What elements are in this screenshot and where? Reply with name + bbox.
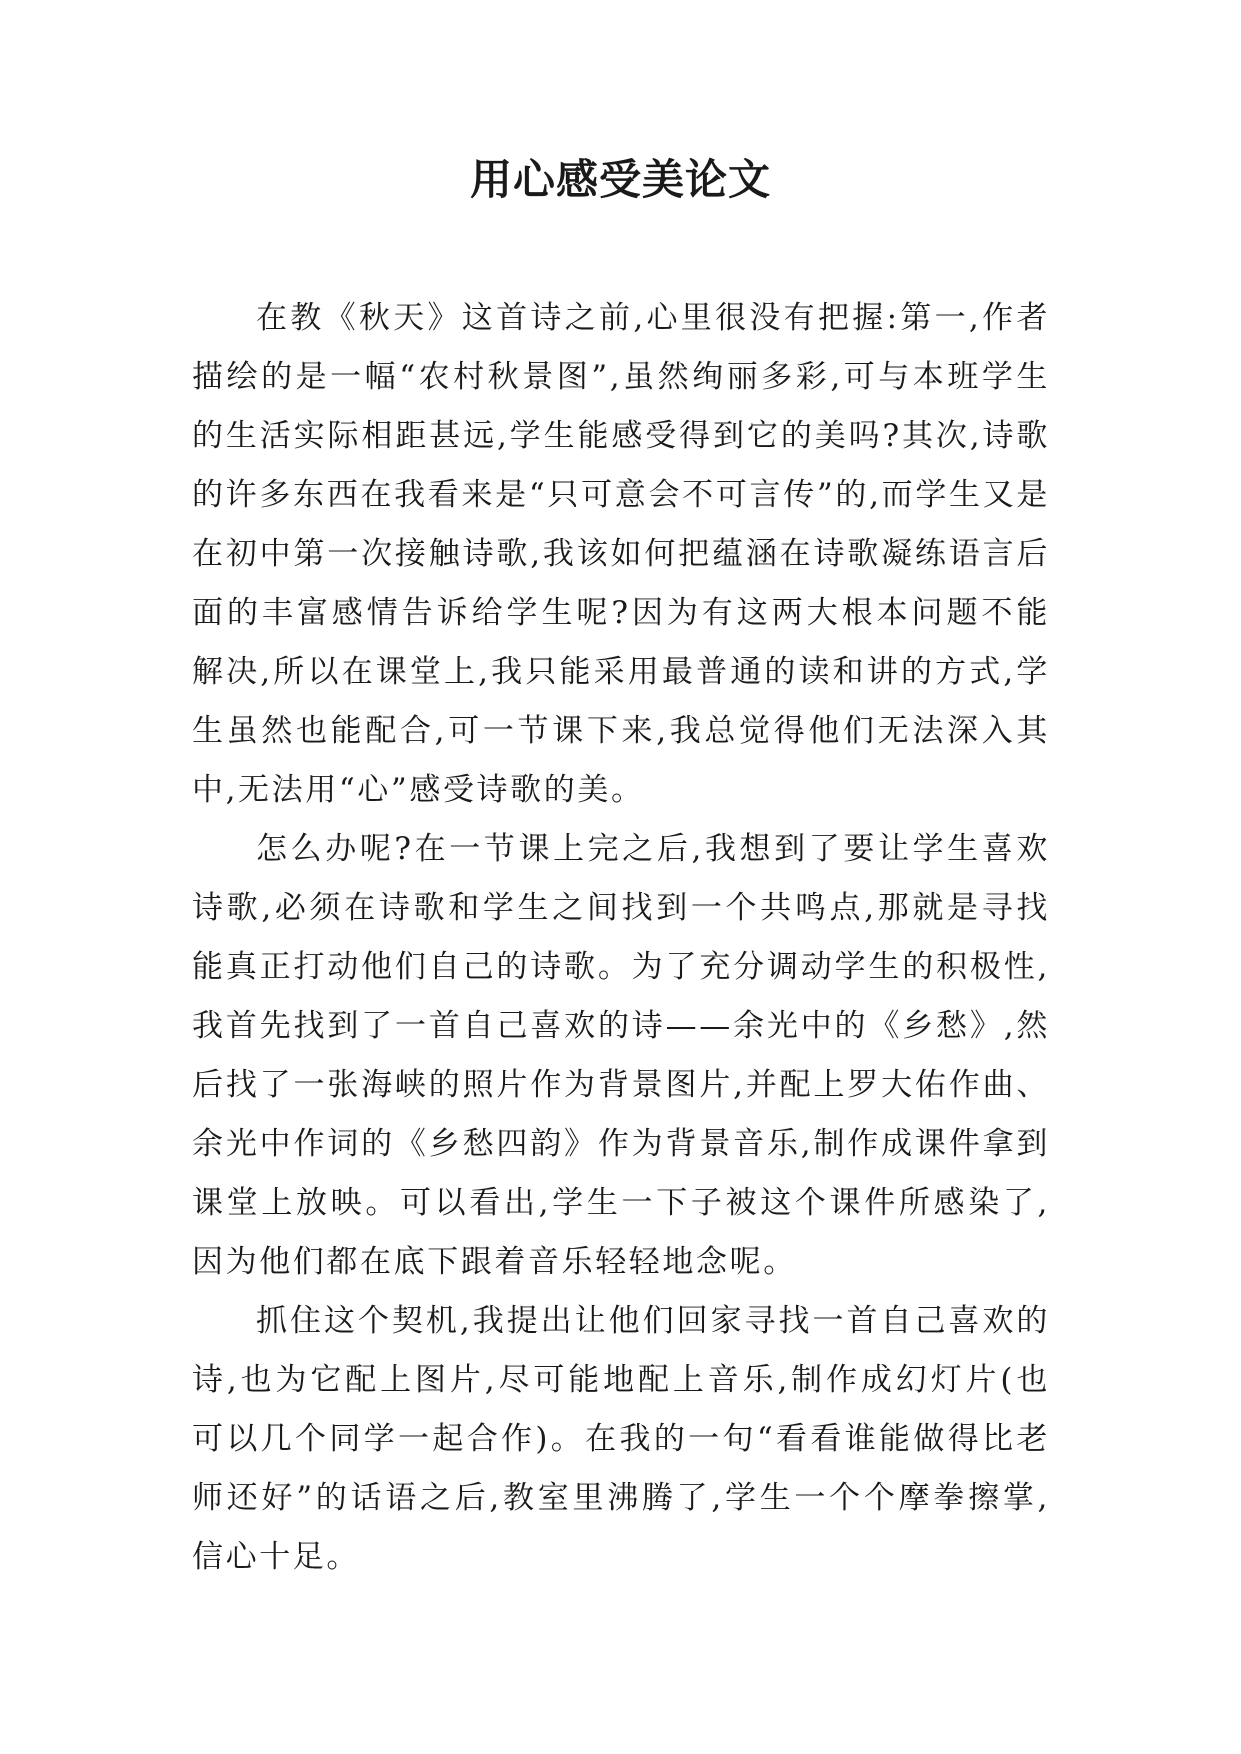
document-title: 用心感受美论文 xyxy=(469,155,771,204)
paragraph-1: 在教《秋天》这首诗之前,心里很没有把握:第一,作者描绘的是一幅“农村秋景图”,虽然绚丽多彩,可与本班学生的生活实际相距甚远,学生能感受得到它的美吗?其次,诗歌的许多东西在我看来是“只可意会不可言传”的,而学生又是在初中第一次接触诗歌,我该如何把蕴涵在诗歌凝练语言后面的丰富感情告诉给学生呢?因为有这两大根本问题不能解决,所以在课堂上,我只能采用最普通的读和讲的方式,学生虽然也能配合,可一节课下来,我总觉得他们无法深入其中,无法用“心”感受诗歌的美。 xyxy=(192,300,1050,808)
paragraph-2: 怎么办呢?在一节课上完之后,我想到了要让学生喜欢诗歌,必须在诗歌和学生之间找到一个共鸣点,那就是寻找能真正打动他们自己的诗歌。为了充分调动学生的积极性,我首先找到了一首自己喜欢的诗——余光中的《乡愁》,然后找了一张海峡的照片作为背景图片,并配上罗大佑作曲、余光中作词的《乡愁四韵》作为背景音乐,制作成课件拿到课堂上放映。可以看出,学生一下子被这个课件所感染了,因为他们都在底下跟着音乐轻轻地念呢。 xyxy=(192,831,1050,1280)
paragraph-3: 抓住这个契机,我提出让他们回家寻找一首自己喜欢的诗,也为它配上图片,尽可能地配上音乐,制作成幻灯片(也可以几个同学一起合作)。在我的一句“看看谁能做得比老师还好”的话语之后,教室里沸腾了,学生一个个摩拳擦掌,信心十足。 xyxy=(192,1303,1050,1575)
document-body xyxy=(192,289,1050,1587)
